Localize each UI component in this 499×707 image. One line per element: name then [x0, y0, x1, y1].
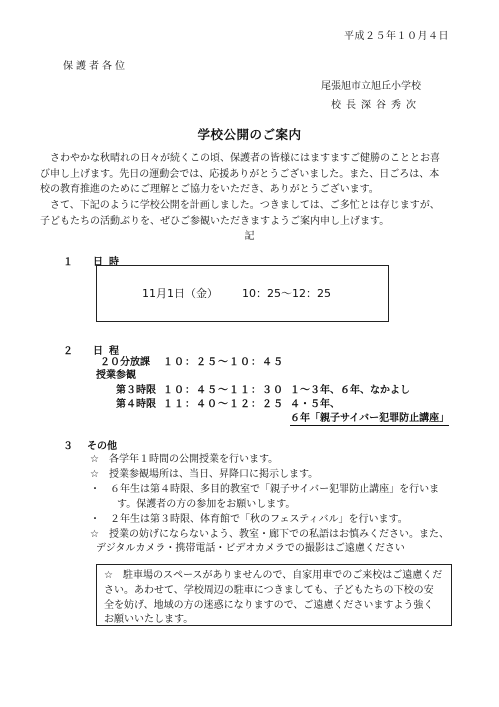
- intro-line: さて、下記のように学校公開を計画しました。つきましては、ご多忙とは存じますが、: [40, 200, 440, 211]
- section-2-heading: [63, 347, 125, 357]
- section-number: ２: [63, 346, 79, 357]
- intro-line: び申し上げます。先日の運動会では、応援ありがとうございました。また、日ごろは、本: [40, 168, 440, 180]
- break-time: １０：２５〜１０：４５: [163, 357, 284, 368]
- intro-paragraph-1: [40, 151, 470, 198]
- period-4-time: １１：４０〜１２：２５: [163, 399, 284, 410]
- section-3-heading: [63, 442, 117, 452]
- intro-line: 校の教育推進のためにご理解とご協力をいただき、ありがとうございます。: [40, 184, 379, 195]
- note-line: ・ ６年生は第４時限、多目的教室で「親子サイバー犯罪防止講座」を行いま: [90, 484, 440, 495]
- parking-line: さい。あわせて、学校周辺の駐車につきましても、子どもたちの下校の安: [104, 585, 434, 596]
- break-label: ２０分放課: [100, 357, 150, 368]
- event-datetime: [142, 288, 331, 299]
- parking-notice-box: [96, 564, 452, 626]
- period-4-extra: [290, 414, 449, 424]
- parking-line: ☆ 駐車場のスペースがありませんので、自家用車でのご来校はご遠慮くだ: [104, 570, 443, 581]
- event-date: 11月1日（金）: [142, 287, 218, 300]
- intro-line: 子どもたちの活動ぶりを、ぜひご参観いただきますようご案内申し上げます。: [40, 215, 390, 227]
- document-title: 学校公開のご案内: [197, 127, 302, 142]
- section-number: １: [63, 257, 79, 268]
- note-line: ☆ 授業参観場所は、当日、昇降口に掲示します。: [90, 469, 319, 480]
- principal-name: 校長深谷秀次: [331, 100, 421, 111]
- ki-heading: 記: [244, 231, 255, 242]
- parking-line: 全を妨げ、地域の方の迷惑になりますので、ご遠慮くださいますよう強く: [104, 600, 434, 611]
- period-3-time: １０：４５〜１１：３０: [163, 385, 284, 396]
- event-time: 10：25〜12：25: [242, 287, 331, 300]
- parking-line: お願いいたします。: [104, 614, 194, 625]
- note-line: ☆ 授業の妨げにならないよう、教室・廊下での私語はお慎みください。また、: [90, 529, 449, 540]
- cyber-crime-lecture: ６年「親子サイバー犯罪防止講座」: [290, 413, 450, 424]
- period-4-grades: ４・５年、: [290, 399, 340, 410]
- intro-line: さわやかな秋晴れの日々が続くこの頃、保護者の皆様にはますますご健勝のこととお喜: [40, 153, 440, 164]
- note-line: す。保護者の方の参加をお願いします。: [117, 499, 296, 510]
- period-3-grades: １〜３年、６年、なかよし: [290, 385, 410, 396]
- intro-paragraph-2: [40, 198, 470, 229]
- event-datetime-box: [96, 265, 389, 322]
- issue-date: 平成２５年１０月４日: [344, 31, 449, 42]
- period-4-label: 第４時限: [116, 399, 156, 410]
- note-line: デジタルカメラ・携帯電話・ビデオカメラでの撮影はご遠慮ください: [96, 543, 405, 554]
- class-observation-label: 授業参観: [96, 370, 136, 381]
- section-title: その他: [87, 441, 117, 452]
- section-title: 日時: [93, 257, 125, 268]
- school-name: 尾張旭市立旭丘小学校: [321, 81, 421, 92]
- section-title: 日程: [93, 346, 125, 357]
- section-number: ３: [63, 441, 73, 452]
- recipient-line: 保護者各位: [63, 61, 128, 72]
- period-3-label: 第３時限: [116, 385, 156, 396]
- note-line: ・ ２年生は第３時限、体育館で「秋のフェスティバル」を行います。: [90, 514, 408, 525]
- note-line: ☆ 各学年１時間の公開授業を行います。: [90, 454, 279, 465]
